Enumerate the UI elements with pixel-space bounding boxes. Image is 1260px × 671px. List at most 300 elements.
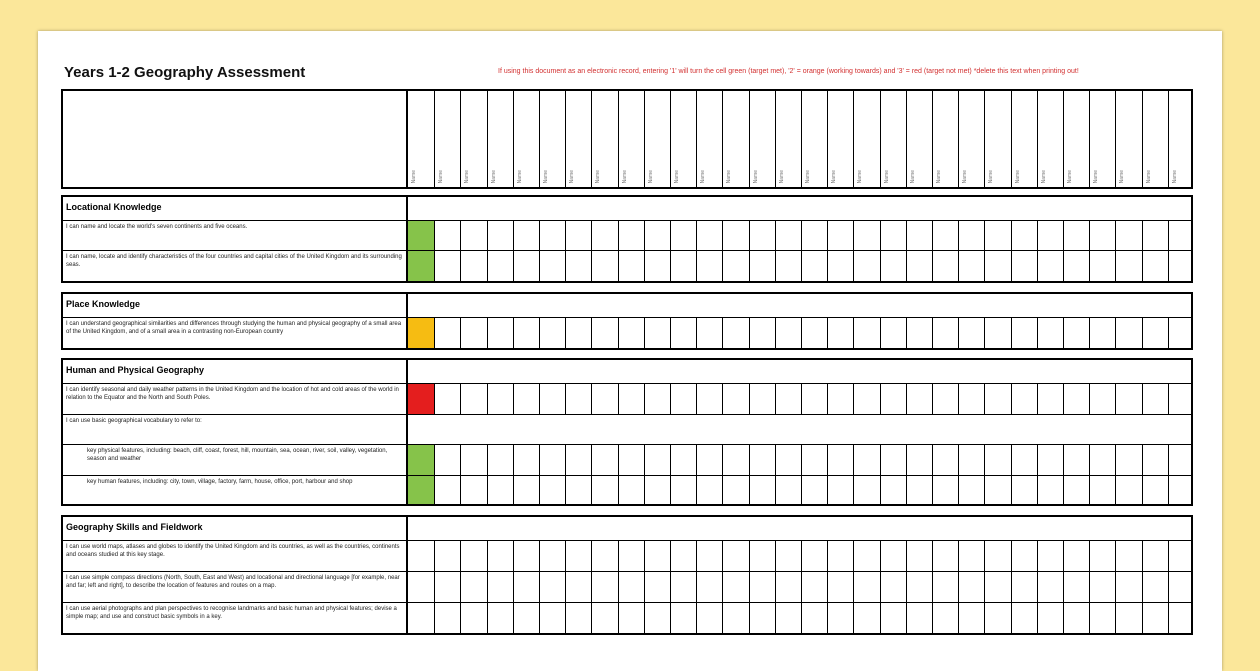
assessment-cell[interactable] [1168, 445, 1191, 475]
assessment-cell[interactable] [618, 384, 644, 414]
assessment-cell[interactable] [958, 384, 984, 414]
assessment-cell[interactable] [749, 318, 775, 348]
assessment-cell[interactable] [853, 476, 879, 504]
assessment-cell[interactable] [958, 251, 984, 281]
assessment-cell[interactable] [827, 541, 853, 571]
assessment-cell[interactable] [644, 221, 670, 250]
assessment-cell[interactable] [984, 318, 1010, 348]
assessment-cell[interactable] [434, 318, 460, 348]
assessment-cell[interactable] [591, 251, 617, 281]
assessment-cell[interactable] [984, 221, 1010, 250]
assessment-cell[interactable] [487, 476, 513, 504]
assessment-cell[interactable] [722, 603, 748, 633]
assessment-cell[interactable] [513, 221, 539, 250]
assessment-cell[interactable] [591, 572, 617, 602]
assessment-cell[interactable] [434, 445, 460, 475]
assessment-cell[interactable] [696, 318, 722, 348]
assessment-cell[interactable] [932, 541, 958, 571]
assessment-cell[interactable] [749, 541, 775, 571]
assessment-cell[interactable] [1115, 603, 1141, 633]
section-heading: Place Knowledge [63, 294, 408, 317]
assessment-cell[interactable] [1037, 445, 1063, 475]
assessment-cell[interactable] [1011, 318, 1037, 348]
assessment-cell[interactable] [487, 384, 513, 414]
assessment-cell[interactable] [722, 318, 748, 348]
assessment-cell[interactable] [539, 476, 565, 504]
assessment-cell[interactable] [1011, 603, 1037, 633]
assessment-cell[interactable] [1168, 318, 1191, 348]
assessment-cell[interactable] [722, 221, 748, 250]
assessment-cell[interactable] [853, 318, 879, 348]
assessment-cell[interactable] [618, 476, 644, 504]
assessment-cell[interactable] [827, 221, 853, 250]
assessment-cell[interactable] [1089, 445, 1115, 475]
assessment-cell[interactable] [539, 251, 565, 281]
assessment-cell[interactable] [565, 572, 591, 602]
assessment-cell[interactable] [696, 572, 722, 602]
assessment-cell[interactable] [1168, 384, 1191, 414]
pupil-name-header-row [63, 91, 1191, 187]
assessment-cell[interactable] [853, 603, 879, 633]
assessment-cell[interactable] [644, 476, 670, 504]
assessment-cell[interactable] [1037, 384, 1063, 414]
assessment-cell[interactable] [1063, 603, 1089, 633]
name-column-cell [749, 91, 775, 187]
assessment-cell[interactable] [460, 476, 486, 504]
assessment-cell[interactable] [906, 318, 932, 348]
assessment-cell[interactable] [722, 251, 748, 281]
assessment-cell[interactable] [565, 476, 591, 504]
assessment-cell[interactable] [749, 445, 775, 475]
assessment-cell[interactable] [958, 603, 984, 633]
assessment-cell[interactable] [1011, 221, 1037, 250]
assessment-cell[interactable] [1115, 251, 1141, 281]
section-heading-row [63, 294, 1191, 317]
assessment-cell[interactable] [1063, 251, 1089, 281]
assessment-cell[interactable] [618, 445, 644, 475]
assessment-cell[interactable] [408, 445, 434, 475]
assessment-cell[interactable] [434, 541, 460, 571]
assessment-cell[interactable] [408, 476, 434, 504]
assessment-cell[interactable] [984, 384, 1010, 414]
assessment-cell[interactable] [696, 221, 722, 250]
assessment-cell[interactable] [722, 572, 748, 602]
name-column-cell [958, 91, 984, 187]
assessment-cell[interactable] [958, 318, 984, 348]
criterion-row [63, 317, 1191, 348]
assessment-cell[interactable] [880, 318, 906, 348]
assessment-cell[interactable] [1037, 221, 1063, 250]
assessment-cell[interactable] [1115, 318, 1141, 348]
assessment-cell[interactable] [618, 221, 644, 250]
assessment-cell[interactable] [1037, 603, 1063, 633]
assessment-cell[interactable] [801, 572, 827, 602]
assessment-cell[interactable] [618, 318, 644, 348]
assessment-cell[interactable] [880, 476, 906, 504]
criterion-text: I can understand geographical similarities and differences through studying the human and physical geography of a small area of the United Kingdom, and of a small area in a contrasting non-European country [63, 318, 408, 348]
assessment-cell[interactable] [487, 603, 513, 633]
assessment-cell[interactable] [670, 251, 696, 281]
section-heading: Human and Physical Geography [63, 360, 408, 383]
assessment-cell[interactable] [460, 572, 486, 602]
assessment-cell[interactable] [408, 251, 434, 281]
assessment-cell[interactable] [591, 384, 617, 414]
assessment-cell[interactable] [906, 572, 932, 602]
assessment-cell[interactable] [984, 603, 1010, 633]
assessment-cell[interactable] [460, 541, 486, 571]
assessment-cell[interactable] [434, 572, 460, 602]
assessment-cell[interactable] [408, 572, 434, 602]
assessment-cell[interactable] [1063, 318, 1089, 348]
assessment-cell[interactable] [1089, 384, 1115, 414]
assessment-cell[interactable] [1168, 251, 1191, 281]
assessment-cell[interactable] [932, 603, 958, 633]
assessment-cell[interactable] [670, 603, 696, 633]
name-column-cell [932, 91, 958, 187]
assessment-cell[interactable] [696, 384, 722, 414]
assessment-cell[interactable] [1089, 318, 1115, 348]
assessment-cell[interactable] [539, 221, 565, 250]
assessment-cell[interactable] [1037, 251, 1063, 281]
assessment-cell[interactable] [1037, 318, 1063, 348]
pupil-name-label: Name [1014, 169, 1021, 183]
assessment-cell[interactable] [460, 603, 486, 633]
assessment-cell[interactable] [696, 541, 722, 571]
assessment-cell[interactable] [1142, 318, 1168, 348]
assessment-cell[interactable] [827, 251, 853, 281]
assessment-cell[interactable] [958, 221, 984, 250]
assessment-cell[interactable] [1115, 572, 1141, 602]
assessment-cell[interactable] [801, 445, 827, 475]
assessment-cell[interactable] [1011, 541, 1037, 571]
assessment-cell[interactable] [644, 251, 670, 281]
assessment-cell[interactable] [1089, 476, 1115, 504]
assessment-cell[interactable] [827, 318, 853, 348]
assessment-cell[interactable] [539, 572, 565, 602]
assessment-cell[interactable] [408, 541, 434, 571]
assessment-cell[interactable] [853, 445, 879, 475]
assessment-cell[interactable] [408, 603, 434, 633]
assessment-cell[interactable] [775, 318, 801, 348]
assessment-cell[interactable] [722, 445, 748, 475]
assessment-cell[interactable] [749, 476, 775, 504]
assessment-cell[interactable] [722, 541, 748, 571]
assessment-cell[interactable] [853, 572, 879, 602]
assessment-cell[interactable] [775, 251, 801, 281]
assessment-cell[interactable] [408, 384, 434, 414]
assessment-cell[interactable] [1063, 384, 1089, 414]
assessment-cell[interactable] [722, 476, 748, 504]
name-column-cell [984, 91, 1010, 187]
assessment-cell[interactable] [853, 384, 879, 414]
assessment-cell[interactable] [1115, 221, 1141, 250]
assessment-cell[interactable] [1142, 603, 1168, 633]
assessment-cell[interactable] [434, 251, 460, 281]
assessment-cell[interactable] [827, 572, 853, 602]
assessment-cell[interactable] [670, 445, 696, 475]
assessment-cell[interactable] [1011, 476, 1037, 504]
assessment-cell[interactable] [618, 603, 644, 633]
assessment-cell[interactable] [958, 541, 984, 571]
document-title: Years 1-2 Geography Assessment [64, 64, 306, 81]
assessment-cell[interactable] [565, 541, 591, 571]
assessment-cell[interactable] [1089, 603, 1115, 633]
assessment-cell[interactable] [539, 603, 565, 633]
assessment-cell[interactable] [1168, 603, 1191, 633]
assessment-cell[interactable] [722, 384, 748, 414]
assessment-cell[interactable] [827, 476, 853, 504]
assessment-cell[interactable] [670, 318, 696, 348]
assessment-cell[interactable] [775, 603, 801, 633]
assessment-cell[interactable] [801, 541, 827, 571]
assessment-cell[interactable] [775, 541, 801, 571]
assessment-cell[interactable] [1142, 541, 1168, 571]
criterion-row [63, 571, 1191, 602]
assessment-cell[interactable] [775, 476, 801, 504]
assessment-cell[interactable] [1142, 572, 1168, 602]
pupil-name-label: Name [988, 169, 995, 183]
assessment-cell[interactable] [880, 445, 906, 475]
assessment-cell[interactable] [696, 476, 722, 504]
assessment-cell[interactable] [827, 603, 853, 633]
assessment-cell[interactable] [1011, 572, 1037, 602]
assessment-cell[interactable] [696, 445, 722, 475]
criterion-row [63, 383, 1191, 414]
assessment-cell[interactable] [644, 384, 670, 414]
assessment-cell[interactable] [644, 318, 670, 348]
assessment-cell[interactable] [513, 251, 539, 281]
assessment-cell[interactable] [801, 603, 827, 633]
assessment-cell[interactable] [539, 445, 565, 475]
assessment-cell[interactable] [958, 445, 984, 475]
assessment-cell[interactable] [801, 221, 827, 250]
assessment-cell[interactable] [434, 384, 460, 414]
assessment-cell[interactable] [565, 221, 591, 250]
assessment-cell[interactable] [460, 318, 486, 348]
assessment-cell[interactable] [1011, 251, 1037, 281]
assessment-cell[interactable] [1089, 251, 1115, 281]
assessment-cell[interactable] [932, 445, 958, 475]
assessment-cell[interactable] [644, 572, 670, 602]
assessment-cell[interactable] [487, 445, 513, 475]
assessment-cell[interactable] [1168, 476, 1191, 504]
assessment-cell[interactable] [1037, 572, 1063, 602]
pupil-name-label: Name [857, 169, 864, 183]
assessment-cell[interactable] [591, 221, 617, 250]
assessment-cell[interactable] [591, 541, 617, 571]
assessment-cell[interactable] [801, 384, 827, 414]
assessment-cell[interactable] [1115, 384, 1141, 414]
assessment-cell[interactable] [958, 572, 984, 602]
assessment-cell[interactable] [1142, 445, 1168, 475]
assessment-cell[interactable] [565, 251, 591, 281]
assessment-cell[interactable] [880, 603, 906, 633]
pupil-name-header-table [61, 89, 1193, 189]
assessment-cell[interactable] [434, 603, 460, 633]
assessment-cell[interactable] [539, 384, 565, 414]
assessment-cell[interactable] [853, 221, 879, 250]
assessment-cell[interactable] [1037, 541, 1063, 571]
assessment-cell[interactable] [460, 445, 486, 475]
assessment-cell[interactable] [460, 251, 486, 281]
assessment-cell[interactable] [984, 445, 1010, 475]
assessment-cell[interactable] [513, 318, 539, 348]
pupil-name-label: Name [1145, 169, 1152, 183]
assessment-cell[interactable] [1037, 476, 1063, 504]
assessment-cell[interactable] [906, 541, 932, 571]
assessment-cell[interactable] [565, 445, 591, 475]
assessment-cell[interactable] [827, 384, 853, 414]
assessment-cell[interactable] [1168, 221, 1191, 250]
assessment-cell[interactable] [775, 572, 801, 602]
header-blank-cell [63, 91, 408, 187]
assessment-cell[interactable] [1063, 541, 1089, 571]
assessment-cell[interactable] [644, 445, 670, 475]
assessment-cell[interactable] [749, 384, 775, 414]
assessment-cell[interactable] [932, 221, 958, 250]
assessment-cell[interactable] [775, 445, 801, 475]
assessment-cell[interactable] [932, 251, 958, 281]
assessment-cell[interactable] [1063, 445, 1089, 475]
assessment-cell[interactable] [801, 318, 827, 348]
assessment-cell[interactable] [670, 476, 696, 504]
assessment-cell[interactable] [932, 476, 958, 504]
assessment-cell[interactable] [1142, 221, 1168, 250]
assessment-cell[interactable] [670, 384, 696, 414]
assessment-cell[interactable] [487, 251, 513, 281]
assessment-cell[interactable] [880, 221, 906, 250]
assessment-cell[interactable] [670, 541, 696, 571]
assessment-cell[interactable] [906, 603, 932, 633]
assessment-cell[interactable] [1063, 221, 1089, 250]
assessment-cell[interactable] [749, 572, 775, 602]
assessment-cell[interactable] [1142, 251, 1168, 281]
assessment-cell[interactable] [539, 318, 565, 348]
assessment-cell[interactable] [749, 251, 775, 281]
assessment-cell[interactable] [853, 541, 879, 571]
assessment-cell[interactable] [670, 221, 696, 250]
assessment-cell[interactable] [1142, 476, 1168, 504]
assessment-cell[interactable] [906, 251, 932, 281]
criterion-text: I can use simple compass directions (North, South, East and West) and locational and directional language [for example, near and far; left and right], to describe the location of features and routes on a map. [63, 572, 408, 602]
assessment-cell[interactable] [408, 318, 434, 348]
assessment-cell[interactable] [1115, 445, 1141, 475]
assessment-cell[interactable] [880, 251, 906, 281]
assessment-cell[interactable] [539, 541, 565, 571]
assessment-cell[interactable] [644, 603, 670, 633]
assessment-cell[interactable] [749, 603, 775, 633]
assessment-cell[interactable] [1063, 572, 1089, 602]
assessment-cell[interactable] [984, 251, 1010, 281]
assessment-cell[interactable] [487, 221, 513, 250]
criterion-text: I can name, locate and identify characteristics of the four countries and capital cities of the United Kingdom and its surrounding seas. [63, 251, 408, 281]
assessment-cell[interactable] [670, 572, 696, 602]
assessment-cell[interactable] [1011, 445, 1037, 475]
assessment-cell[interactable] [591, 603, 617, 633]
name-column-cell [1089, 91, 1115, 187]
assessment-cell[interactable] [880, 572, 906, 602]
assessment-cell[interactable] [853, 251, 879, 281]
assessment-cell[interactable] [775, 384, 801, 414]
assessment-cell[interactable] [1089, 572, 1115, 602]
assessment-cell[interactable] [434, 221, 460, 250]
assessment-cell[interactable] [696, 603, 722, 633]
assessment-cell[interactable] [513, 445, 539, 475]
assessment-cell[interactable] [880, 384, 906, 414]
assessment-cell[interactable] [487, 572, 513, 602]
assessment-cell[interactable] [460, 221, 486, 250]
assessment-cell[interactable] [591, 445, 617, 475]
name-column-cell [1115, 91, 1141, 187]
pupil-name-label: Name [490, 169, 497, 183]
assessment-cell[interactable] [1063, 476, 1089, 504]
assessment-cell[interactable] [906, 445, 932, 475]
assessment-cell[interactable] [591, 318, 617, 348]
assessment-cell[interactable] [408, 221, 434, 250]
assessment-cell[interactable] [1115, 541, 1141, 571]
assessment-cell[interactable] [932, 384, 958, 414]
name-column-cell [644, 91, 670, 187]
assessment-cell[interactable] [932, 572, 958, 602]
assessment-cell[interactable] [513, 541, 539, 571]
assessment-cell[interactable] [984, 476, 1010, 504]
assessment-cell[interactable] [644, 541, 670, 571]
assessment-cell[interactable] [984, 541, 1010, 571]
assessment-cell[interactable] [618, 572, 644, 602]
assessment-cell[interactable] [827, 445, 853, 475]
pupil-name-label: Name [883, 169, 890, 183]
assessment-cell[interactable] [487, 541, 513, 571]
assessment-cell[interactable] [460, 384, 486, 414]
assessment-cell[interactable] [932, 318, 958, 348]
assessment-cell[interactable] [591, 476, 617, 504]
assessment-cell[interactable] [801, 251, 827, 281]
assessment-cell[interactable] [1142, 384, 1168, 414]
assessment-cell[interactable] [565, 384, 591, 414]
assessment-cell[interactable] [906, 221, 932, 250]
assessment-cell[interactable] [880, 541, 906, 571]
assessment-cell[interactable] [1168, 541, 1191, 571]
assessment-cell[interactable] [434, 476, 460, 504]
name-column-cell [670, 91, 696, 187]
assessment-cell[interactable] [1089, 541, 1115, 571]
assessment-cell[interactable] [513, 476, 539, 504]
assessment-cell[interactable] [487, 318, 513, 348]
assessment-cell[interactable] [618, 541, 644, 571]
name-column-cell [775, 91, 801, 187]
assessment-cell[interactable] [565, 603, 591, 633]
assessment-cell[interactable] [1011, 384, 1037, 414]
assessment-cell[interactable] [696, 251, 722, 281]
assessment-cell[interactable] [958, 476, 984, 504]
assessment-cell[interactable] [984, 572, 1010, 602]
assessment-cell[interactable] [749, 221, 775, 250]
assessment-cell[interactable] [513, 384, 539, 414]
assessment-cell[interactable] [775, 221, 801, 250]
assessment-cell[interactable] [513, 603, 539, 633]
assessment-cell[interactable] [513, 572, 539, 602]
assessment-cell[interactable] [1168, 572, 1191, 602]
name-column-cell [827, 91, 853, 187]
assessment-cell[interactable] [618, 251, 644, 281]
assessment-cell[interactable] [801, 476, 827, 504]
assessment-cell[interactable] [1115, 476, 1141, 504]
assessment-cell[interactable] [1089, 221, 1115, 250]
assessment-cell[interactable] [906, 476, 932, 504]
assessment-cell[interactable] [906, 384, 932, 414]
pupil-name-label: Name [936, 169, 942, 183]
assessment-cell[interactable] [565, 318, 591, 348]
